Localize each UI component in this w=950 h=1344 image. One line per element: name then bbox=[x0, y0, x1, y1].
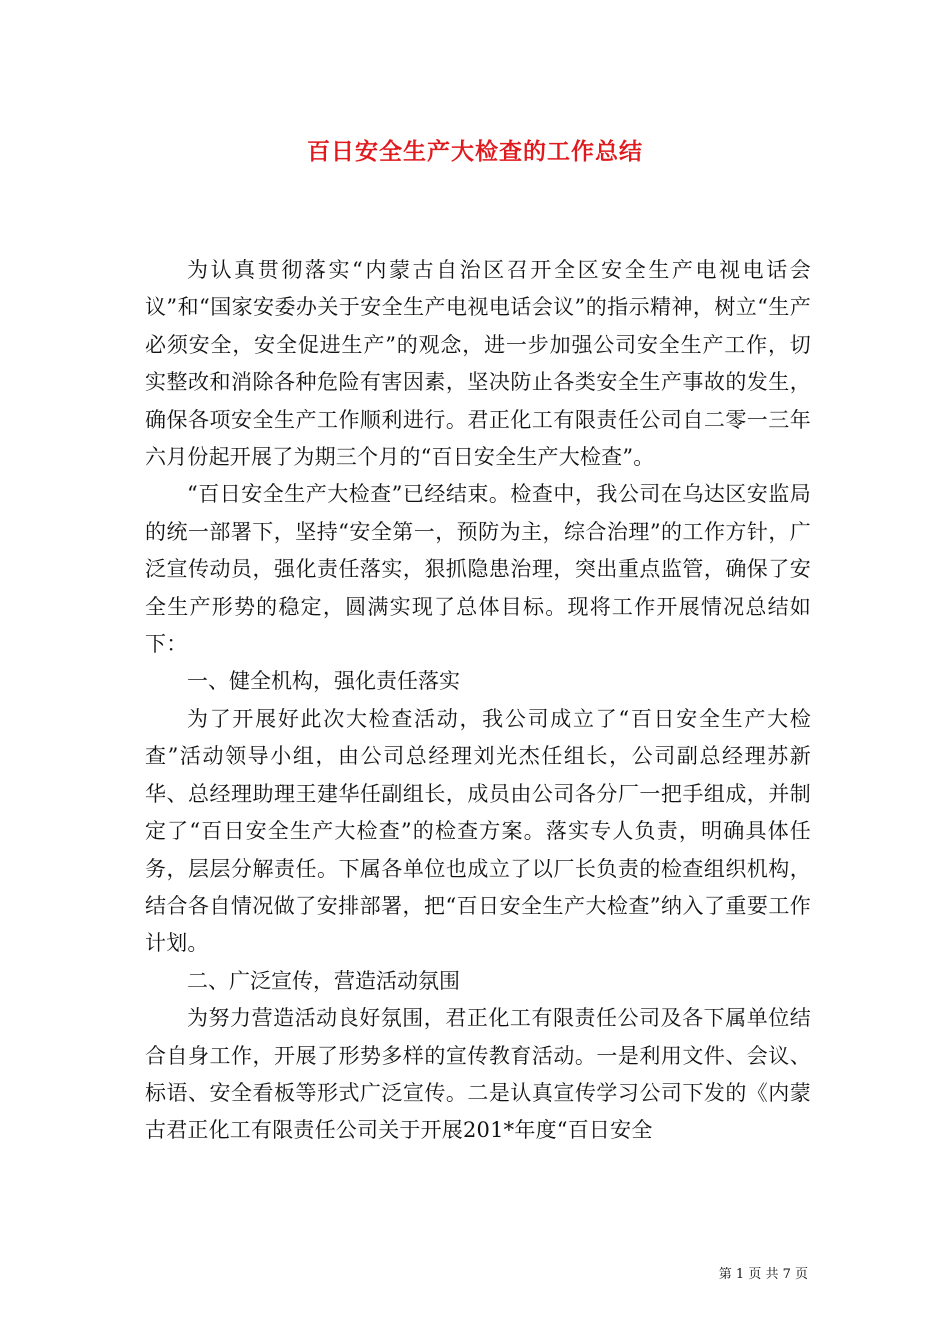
paragraph-section-1: 为了开展好此次大检查活动，我公司成立了“百日安全生产大检查”活动领导小组，由公司总经理刘光杰任组长，公司副总经理苏新华、总经理助理王建华任副组长，成员由公司各分厂一把手组成，并制定了“百日安全生产大检查”的检查方案。落实专人负责，明确具体任务，层层分解责任。下属各单位也成立了以厂长负责的检查组织机构，结合各自情况做了安排部署，把“百日安全生产大检查”纳入了重要工作计划。 bbox=[145, 706, 811, 956]
paragraph-summary: “百日安全生产大检查”已经结束。检查中，我公司在乌达区安监局的统一部署下，坚持“安全第一，预防为主，综合治理”的工作方针，广泛宣传动员，强化责任落实，狠抓隐患治理，突出重点监管，确保了安全生产形势的稳定，圆满实现了总体目标。现将工作开展情况总结如下： bbox=[145, 482, 811, 657]
paragraph-section-2: 为努力营造活动良好氛围，君正化工有限责任公司及各下属单位结合自身工作，开展了形势多样的宣传教育活动。一是利用文件、会议、标语、安全看板等形式广泛宣传。二是认真宣传学习公司下发的《内蒙古君正化工有限责任公司关于开展201*年度“百日安全 bbox=[145, 1006, 811, 1143]
document-title: 百日安全生产大检查的工作总结 bbox=[307, 138, 643, 165]
section-heading-2: 二、广泛宣传，营造活动氛围 bbox=[187, 968, 460, 993]
paragraph-intro: 为认真贯彻落实“内蒙古自治区召开全区安全生产电视电话会议”和“国家安委办关于安全生产电视电话会议”的指示精神，树立“生产必须安全，安全促进生产”的观念，进一步加强公司安全生产工作，切实整改和消除各种危险有害因素，坚决防止各类安全生产事故的发生，确保各项安全生产工作顺利进行。君正化工有限责任公司自二零一三年六月份起开展了为期三个月的“百日安全生产大检查”。 bbox=[145, 258, 811, 470]
page-footer bbox=[719, 1263, 808, 1282]
document-body bbox=[145, 252, 811, 1150]
section-heading-1: 一、健全机构，强化责任落实 bbox=[187, 669, 460, 694]
page-number-label: 第 1 页 共 7 页 bbox=[718, 1267, 808, 1282]
